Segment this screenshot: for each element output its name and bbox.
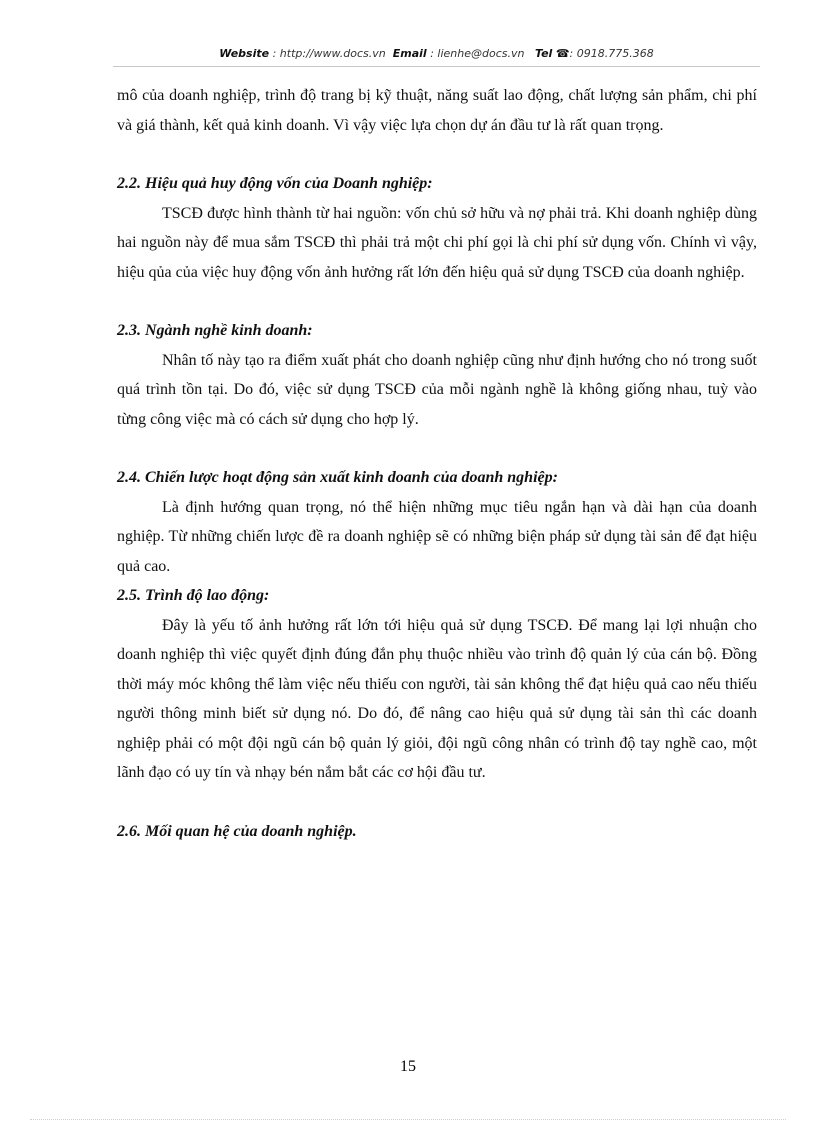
email-address: : lienhe@docs.vn: [430, 47, 525, 60]
section-heading-2-2: 2.2. Hiệu quả huy động vốn của Doanh nghiệp:: [117, 175, 433, 192]
section-heading-2-3: 2.3. Ngành nghề kinh doanh:: [117, 322, 313, 339]
spacer: [117, 434, 757, 463]
phone-icon: ☎: [555, 47, 570, 60]
page-number: 15: [400, 1058, 416, 1075]
spacer: [117, 140, 757, 169]
page-header: [113, 47, 760, 60]
section-body-2-5: Đây là yếu tố ảnh hưởng rất lớn tới hiệu quả sử dụng TSCĐ. Để mang lại lợi nhuận cho doanh nghiệp thì việc quyết định đúng đắn phụ thuộc nhiều vào trình độ quản lý của cán bộ. Đồng thời máy móc không thể làm việc nếu thiếu con người, tài sản không thể đạt hiệu quả cao nếu thiếu người thông minh biết sử dụng nó. Do đó, để nâng cao hiệu quả sử dụng tài sản thì các doanh nghiệp phải có một đội ngũ cán bộ quản lý giỏi, đội ngũ công nhân có trình độ tay nghề cao, một lãnh đạo có uy tín và nhạy bén nắm bắt các cơ hội đầu tư.: [117, 616, 757, 781]
tel-label: Tel: [534, 47, 553, 60]
section-heading-2-5: 2.5. Trình độ lao động:: [117, 587, 270, 604]
page-bottom-border: [30, 1119, 786, 1120]
website-label: Website: [219, 47, 270, 60]
section-body-2-4: Là định hướng quan trọng, nó thể hiện những mục tiêu ngắn hạn và dài hạn của doanh nghiệp. Từ những chiến lược đề ra doanh nghiệp sẽ có những biện pháp sử dụng tài sản để đạt hiệu quả cao.: [117, 498, 757, 575]
section-body-2-2: TSCĐ được hình thành từ hai nguồn: vốn chủ sở hữu và nợ phải trả. Khi doanh nghiệp dùng hai nguồn này để mua sắm TSCĐ thì phải trả một chi phí gọi là chi phí sử dụng vốn. Chính vì vậy, hiệu qủa của việc huy động vốn ảnh hưởng rất lớn đến hiệu quả sử dụng TSCĐ của doanh nghiệp.: [117, 204, 757, 281]
email-label: Email: [392, 47, 427, 60]
website-url: : http://www.docs.vn: [272, 47, 386, 60]
tel-number: : 0918.775.368: [569, 47, 654, 60]
header-divider: [113, 66, 760, 67]
section-body-2-3: Nhân tố này tạo ra điểm xuất phát cho doanh nghiệp cũng như định hướng cho nó trong suốt quá trình tồn tại. Do đó, việc sử dụng TSCĐ của mỗi ngành nghề là không giống nhau, tuỳ vào từng công việc mà có cách sử dụng cho hợp lý.: [117, 351, 757, 428]
spacer: [117, 287, 757, 316]
section-heading-2-6: 2.6. Mối quan hệ của doanh nghiệp.: [117, 822, 357, 840]
page-content: [117, 81, 757, 846]
intro-paragraph: mô của doanh nghiệp, trình độ trang bị kỹ thuật, năng suất lao động, chất lượng sản phẩm, chi phí và giá thành, kết quả kinh doanh. Vì vậy việc lựa chọn dự án đầu tư là rất quan trọng.: [117, 87, 757, 134]
section-heading-2-4: 2.4. Chiến lược hoạt động sản xuất kinh doanh của doanh nghiệp:: [117, 469, 558, 486]
spacer: [117, 788, 757, 817]
